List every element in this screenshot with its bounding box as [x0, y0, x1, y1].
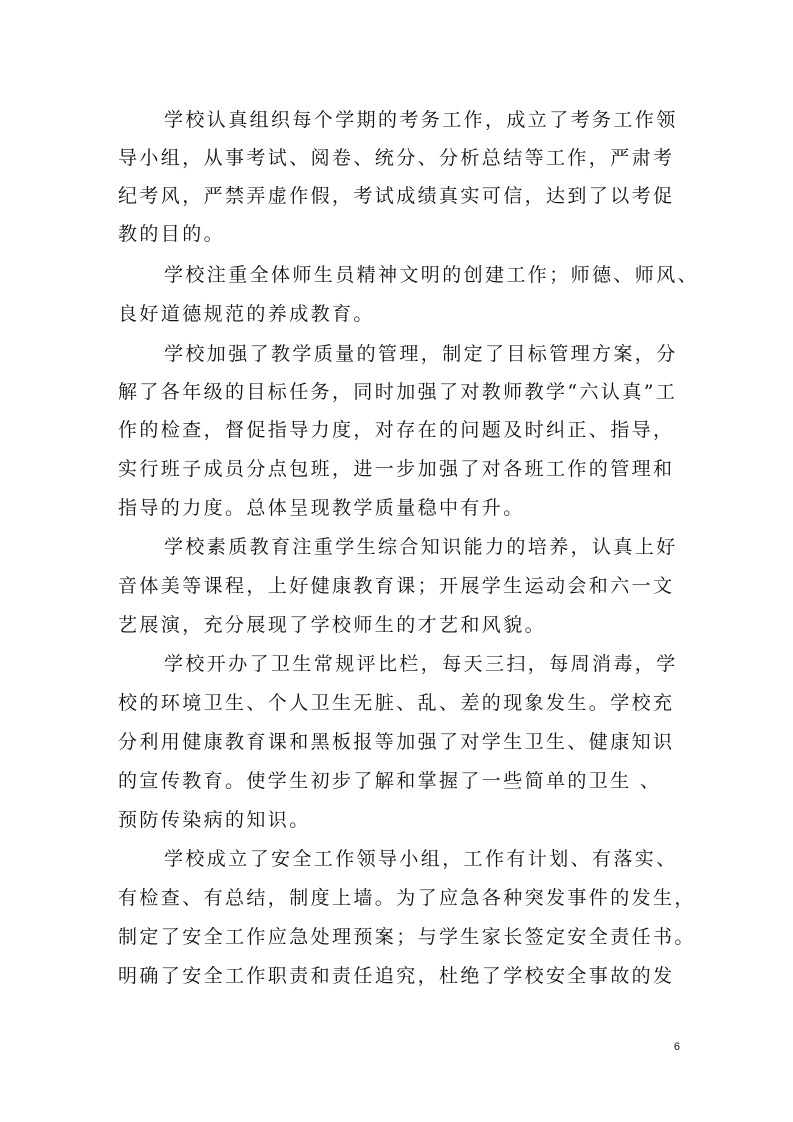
text-line: 学校开办了卫生常规评比栏，每天三扫，每周消毒，学: [164, 653, 678, 675]
text-line: 有检查、有总结，制度上墙。为了应急各种突发事件的发生，: [118, 887, 696, 909]
text-line: 的宣传教育。使学生初步了解和掌握了一些简单的卫生 、: [118, 770, 662, 792]
text-line: 音体美等课程，上好健康教育课；开展学生运动会和六一文: [118, 575, 675, 597]
text-line: 作的检查，督促指导力度，对存在的问题及时纠正、指导，: [118, 419, 675, 441]
page-number: 6: [673, 1041, 680, 1053]
text-line: 纪考风，严禁弄虚作假，考试成绩真实可信，达到了以考促: [118, 185, 675, 207]
text-line: 制定了安全工作应急处理预案；与学生家长签定安全责任书。: [118, 926, 696, 948]
text-line: 指导的力度。总体呈现教学质量稳中有升。: [118, 497, 525, 519]
text-line: 学校加强了教学质量的管理，制定了目标管理方案，分: [164, 343, 678, 365]
text-line: 学校成立了安全工作领导小组，工作有计划、有落实、: [164, 848, 678, 870]
text-line: 艺展演，充分展现了学校师生的才艺和风貌。: [118, 614, 547, 636]
text-line: 校的环境卫生、个人卫生无脏、乱、差的现象发生。学校充: [118, 692, 675, 714]
text-line: 教的目的。: [118, 223, 226, 245]
text-line: 解了各年级的目标任务，同时加强了对教师教学“六认真”工: [118, 381, 678, 403]
text-line: 学校认真组织每个学期的考务工作，成立了考务工作领: [164, 109, 678, 131]
text-line: 明确了安全工作职责和责任追究，杜绝了学校安全事故的发: [118, 965, 675, 987]
text-line: 实行班子成员分点包班，进一步加强了对各班工作的管理和: [118, 458, 675, 480]
text-line: 学校素质教育注重学生综合知识能力的培养，认真上好: [164, 536, 678, 558]
text-line: 分利用健康教育课和黑板报等加强了对学生卫生、健康知识: [118, 731, 675, 753]
text-line: 学校注重全体师生员精神文明的创建工作；师德、师风、: [164, 264, 700, 286]
text-line: 导小组，从事考试、阅卷、统分、分析总结等工作，严肃考: [118, 147, 675, 169]
text-line: 良好道德规范的养成教育。: [118, 303, 375, 325]
text-line: 预防传染病的知识。: [118, 809, 311, 831]
